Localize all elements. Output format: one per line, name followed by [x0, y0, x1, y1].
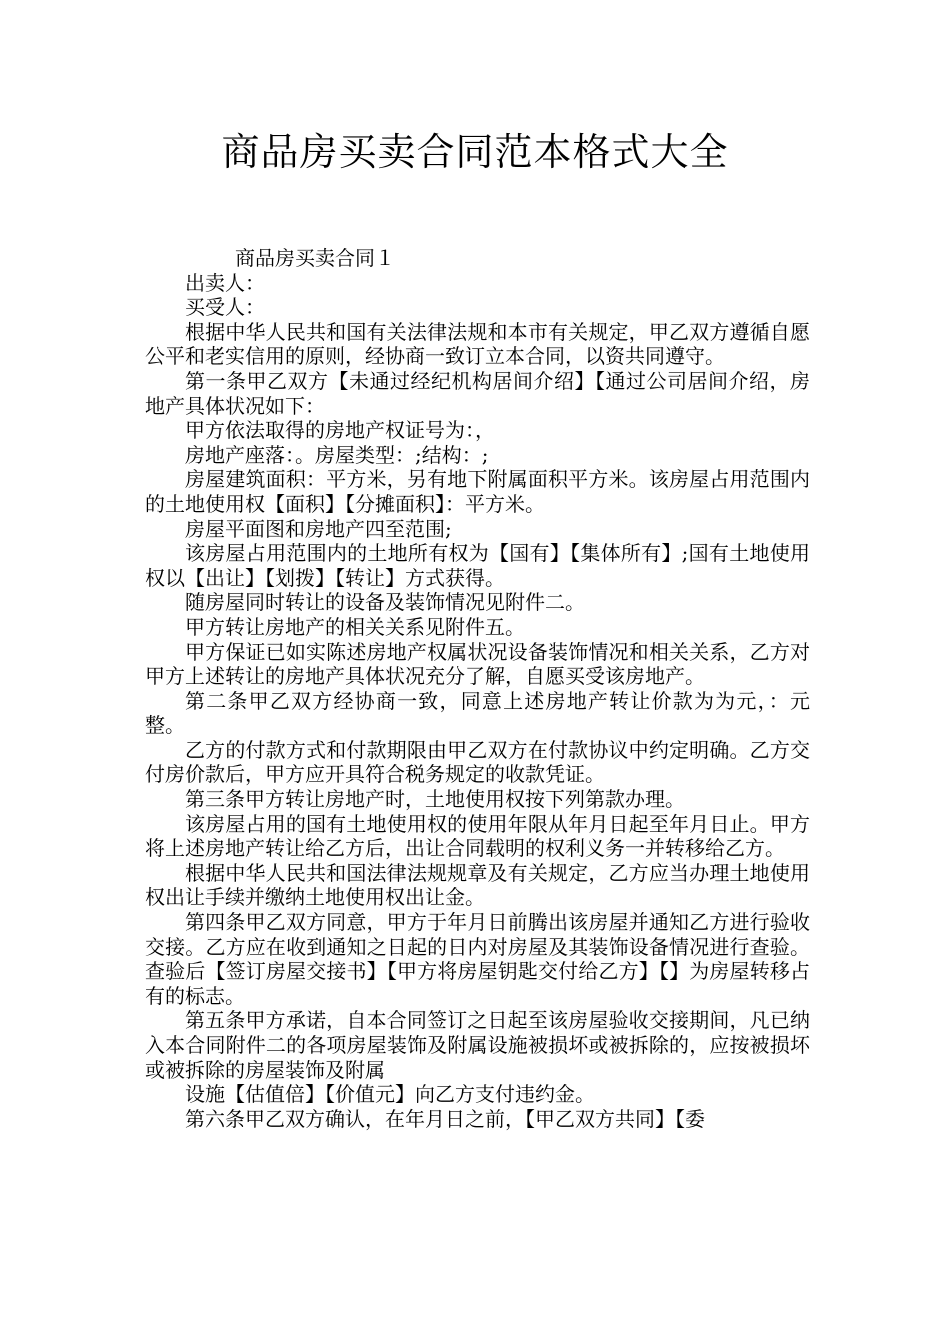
paragraph: 第六条甲乙双方确认，在年月日之前，【甲乙双方共同】【委	[185, 1106, 705, 1131]
paragraph: 出卖人：	[185, 270, 265, 295]
paragraph: 根据中华人民共和国有关法律法规和本市有关规定，甲乙双方遵循自愿公平和老实信用的原则，经协商一致订立本合同，以资共同遵守。	[145, 319, 810, 369]
paragraph: 第一条甲乙双方【未通过经纪机构居间介绍】【通过公司居间介绍，房地产具体状况如下：	[145, 368, 810, 418]
paragraph: 房屋平面图和房地产四至范围;	[185, 516, 452, 541]
paragraph: 乙方的付款方式和付款期限由甲乙双方在付款协议中约定明确。乙方交付房价款后，甲方应开具符合税务规定的收款凭证。	[145, 737, 810, 787]
paragraph: 房屋建筑面积：平方米，另有地下附属面积平方米。该房屋占用范围内的土地使用权【面积】【分摊面积】：平方米。	[145, 467, 810, 516]
paragraph: 第二条甲乙双方经协商一致，同意上述房地产转让价款为为元，：元整。	[145, 688, 810, 738]
document-body	[145, 246, 810, 1131]
paragraph: 第三条甲方转让房地产时，土地使用权按下列第款办理。	[185, 787, 685, 812]
section-heading: 商品房买卖合同１	[235, 246, 395, 270]
paragraph: 第四条甲乙双方同意，甲方于年月日前腾出该房屋并通知乙方进行验收交接。乙方应在收到通知之日起的日内对房屋及其装饰设备情况进行查验。查验后【签订房屋交接书】【甲方将房屋钥匙交付给乙方】【】为房屋转移占有的标志。	[145, 910, 810, 1008]
paragraph: 设施【估值倍】【价值元】向乙方支付违约金。	[185, 1082, 595, 1107]
paragraph: 甲方保证已如实陈述房地产权属状况设备装饰情况和相关关系，乙方对甲方上述转让的房地产具体状况充分了解，自愿买受该房地产。	[145, 639, 810, 689]
paragraph: 第五条甲方承诺，自本合同签订之日起至该房屋验收交接期间，凡已纳入本合同附件二的各项房屋装饰及附属设施被损坏或被拆除的，应按被损坏或被拆除的房屋装饰及附属	[145, 1008, 810, 1082]
paragraph: 根据中华人民共和国法律法规规章及有关规定，乙方应当办理土地使用权出让手续并缴纳土地使用权出让金。	[145, 860, 810, 910]
paragraph: 房地产座落：。房屋类型：;结构：;	[185, 442, 489, 467]
paragraph: 该房屋占用的国有土地使用权的使用年限从年月日起至年月日止。甲方将上述房地产转让给乙方后，出让合同载明的权利义务一并转移给乙方。	[145, 811, 810, 861]
paragraph: 甲方转让房地产的相关关系见附件五。	[185, 614, 525, 639]
paragraph: 甲方依法取得的房地产权证号为：，	[185, 418, 495, 443]
paragraph: 该房屋占用范围内的土地所有权为【国有】【集体所有】;国有土地使用权以【出让】【划拨】【转让】方式获得。	[145, 541, 810, 590]
paragraph: 买受人：	[185, 295, 265, 320]
document-title: 商品房买卖合同范本格式大全	[221, 130, 729, 174]
paragraph: 随房屋同时转让的设备及装饰情况见附件二。	[185, 590, 585, 615]
